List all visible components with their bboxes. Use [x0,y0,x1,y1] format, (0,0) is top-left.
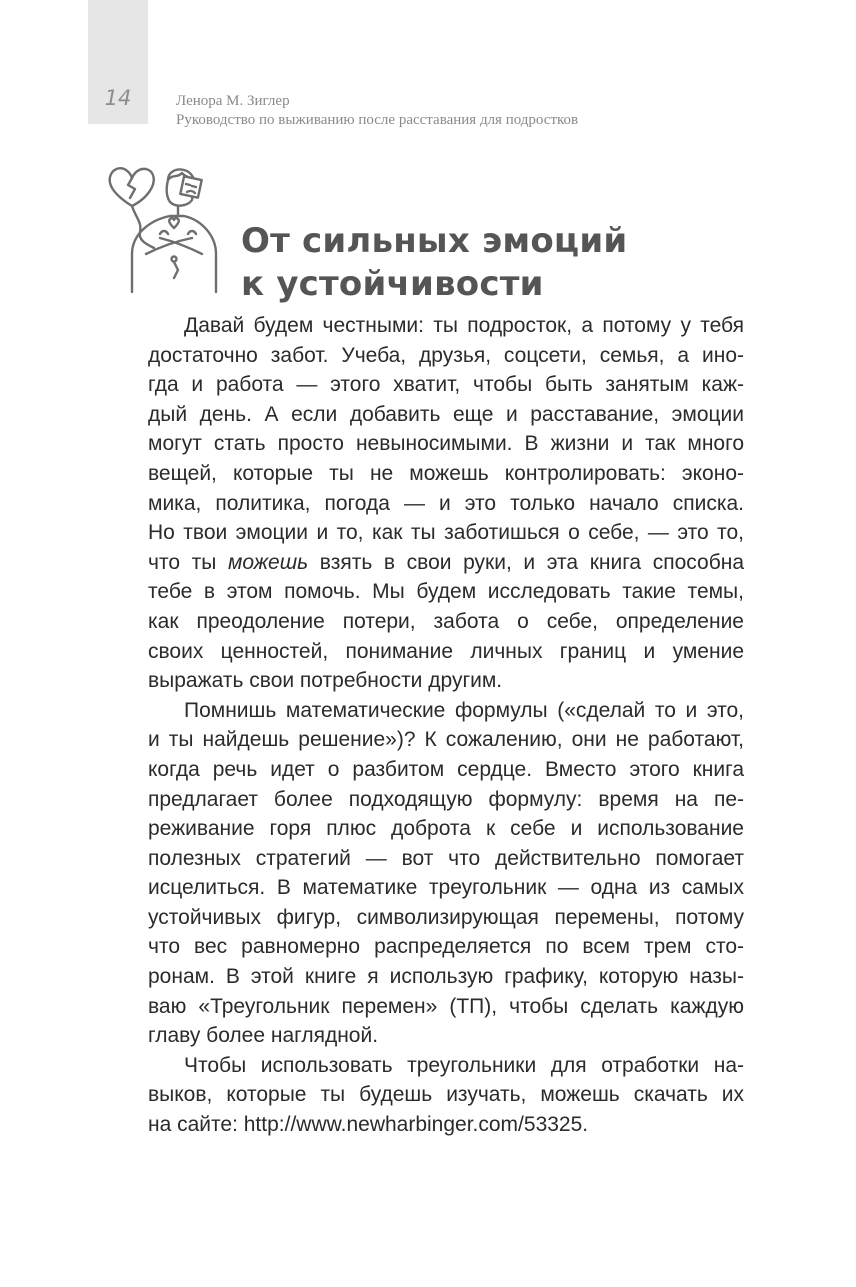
emphasis-after: взять в свои руки, и эта книга способна [308,550,744,574]
text-line: ронам. В этой книге я использую графику, которую назы- [148,965,744,989]
text-line: гда и работа — этого хватит, чтобы быть занятым каж- [148,373,744,397]
paragraph-3 [148,1051,744,1140]
text-line: устойчивых фигур, символизирующая перемены, потому [148,905,744,929]
text-line-emphasis [148,548,744,578]
chapter-title-line-2: к устойчивости [241,264,544,304]
text-line: Давай будем честными: ты подросток, а потому у тебя [184,314,744,337]
paragraph-1 [148,311,744,696]
text-line: полезных стратегий — вот что действительно помогает [148,846,744,870]
text-line: вещей, которые ты не можешь контролировать: эконо- [148,461,744,485]
text-line: как преодоление потери, забота о себе, определение [148,609,744,633]
text-line: мика, политика, погода — и это только начало списка. [148,491,744,515]
page-number: 14 [104,86,132,110]
body-text [148,311,744,1140]
text-line: ваю «Треугольник перемен» (ТП), чтобы сделать каждую [148,994,744,1018]
emphasis-before: что ты [148,550,228,574]
text-line: когда речь идет о разбитом сердце. Вместо этого книга [148,757,744,781]
text-line: и ты найдешь решение»)? К сожалению, они не работают, [148,728,744,752]
chapter-title-line-1: От сильных эмоций [241,221,628,261]
text-line: могут стать просто невыносимыми. В жизни и так много [148,432,744,456]
text-line: Но твои эмоции и то, как ты заботишься о себе, — это то, [148,521,744,545]
text-line: дый день. А если добавить еще и расставание, эмоции [148,402,744,426]
broken-heart-balloon-person-icon [102,158,232,303]
text-line: Помнишь математические формулы («сделай то и это, [184,698,744,722]
text-line: что вес равномерно распределяется по всем трем сто- [148,935,744,959]
running-head [176,92,578,130]
text-line: достаточно забот. Учеба, друзья, соцсети, семья, а ино- [148,343,744,367]
emphasis-word: можешь [227,550,309,574]
text-line: выражать свои потребности другим. [148,669,503,693]
text-line: исцелиться. В математике треугольник — одна из самых [148,876,744,900]
text-line: предлагает более подходящую формулу: время на пе- [148,787,744,811]
text-line: главу более наглядной. [148,1024,379,1048]
text-line: своих ценностей, понимание личных границ и умение [148,639,744,663]
text-line: выков, которые ты будешь изучать, можешь скачать их [148,1083,744,1107]
book-title: Руководство по выживанию после расставания для подростков [176,112,579,128]
text-line: реживание горя плюс доброта к себе и использование [148,817,744,841]
text-line: Чтобы использовать треугольники для отработки на- [184,1053,744,1077]
author-name: Ленора М. Зиглер [176,93,290,109]
text-line: тебе в этом помочь. Мы будем исследовать такие темы, [148,580,744,604]
website-link-line: на сайте: http://www.newharbinger.com/53325. [148,1113,589,1137]
paragraph-2 [148,696,744,1051]
chapter-title [241,220,627,306]
